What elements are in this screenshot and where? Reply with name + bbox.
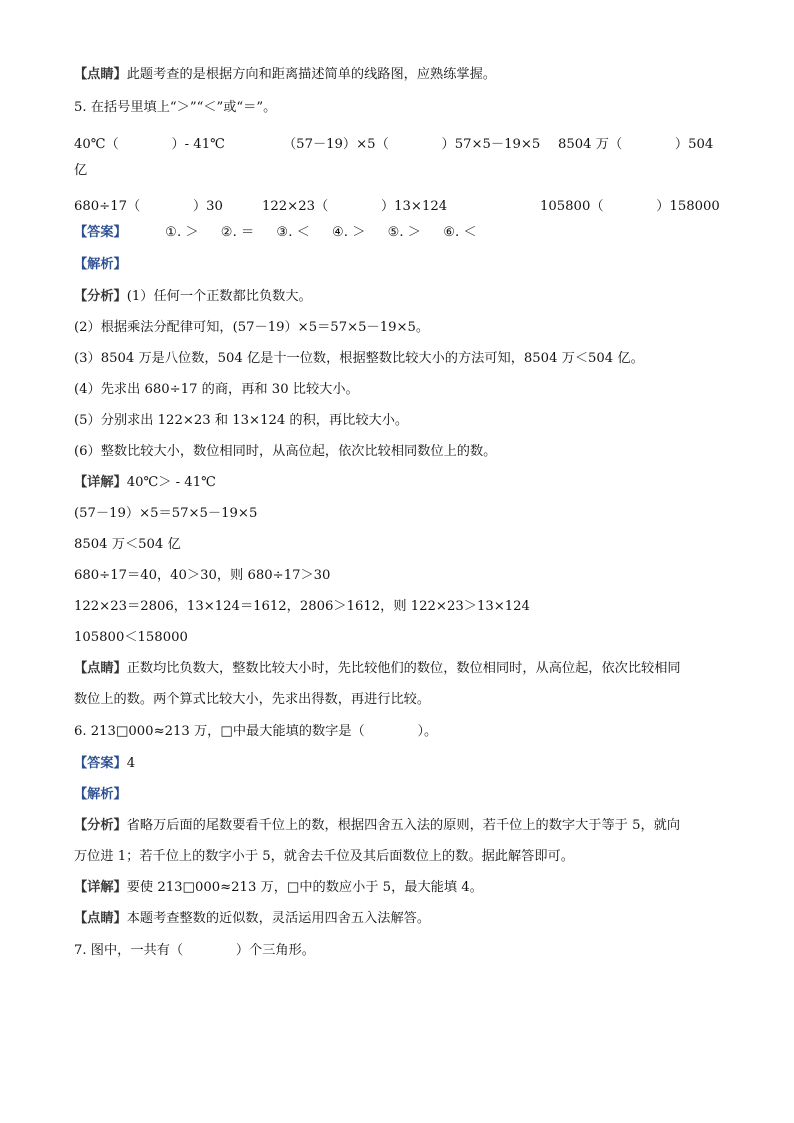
q5-title: 5. 在括号里填上“＞”“＜”或“＝”。 — [74, 100, 277, 115]
point-text: 此题考查的是根据方向和距离描述简单的线路图，应熟练掌握。 — [126, 67, 496, 82]
q6-analysis-label: 【解析】 — [74, 787, 127, 802]
q5-detail-1 — [74, 476, 216, 489]
q5-item-5: 122×23（ ）13×124 — [262, 199, 448, 214]
fenxi-text: (1）任何一个正数都比负数大。 — [126, 289, 312, 304]
q6-point — [74, 912, 430, 925]
q6-detail — [74, 881, 483, 894]
q5-item-2: （57－19）×5（ ）57×5－19×5 — [283, 137, 541, 152]
q5-detail-3: 8504 万＜504 亿 — [74, 537, 181, 552]
q5-detail-2: (57－19）×5＝57×5－19×5 — [74, 506, 258, 521]
q5-point-2: 数位上的数。两个算式比较大小，先求出得数，再进行比较。 — [74, 692, 431, 707]
q6-fenxi-1 — [74, 819, 680, 832]
q5-point-1 — [74, 662, 681, 675]
point-label: 【点睛】 — [74, 911, 127, 926]
q6-answer-line — [74, 757, 135, 770]
answer-label: 【答案】 — [74, 225, 127, 240]
q5-detail-4: 680÷17＝40，40＞30，则 680÷17＞30 — [74, 568, 331, 583]
q5-fenxi-1 — [74, 290, 312, 303]
q5-fenxi-4: (4）先求出 680÷17 的商，再和 30 比较大小。 — [74, 382, 359, 397]
detail-text: 要使 213□000≈213 万，□中的数应小于 5，最大能填 4。 — [126, 880, 483, 895]
answer-1: ①. ＞ — [165, 225, 199, 240]
q5-row1-cont: 亿 — [74, 163, 88, 178]
q5-fenxi-6: (6）整数比较大小，数位相同时，从高位起，依次比较相同数位上的数。 — [74, 444, 497, 459]
q5-detail-6: 105800＜158000 — [74, 630, 188, 645]
q5-fenxi-2: (2）根据乘法分配律可知，(57－19）×5＝57×5－19×5。 — [74, 320, 430, 335]
q5-item-3: 8504 万（ ）504 — [558, 137, 714, 152]
answer-6: ⑥. ＜ — [443, 225, 477, 240]
point-label: 【点睛】 — [74, 67, 127, 82]
answer-label: 【答案】 — [74, 756, 127, 771]
fenxi-label: 【分析】 — [74, 289, 127, 304]
q5-fenxi-5: (5）分别求出 122×23 和 13×124 的积，再比较大小。 — [74, 413, 409, 428]
q7-title: 7. 图中，一共有（ ）个三角形。 — [74, 943, 315, 958]
q4-point-line — [74, 68, 496, 81]
q5-item-1: 40℃（ ）- 41℃ — [74, 137, 225, 152]
detail-label: 【详解】 — [74, 880, 127, 895]
q5-item-4: 680÷17（ ）30 — [74, 199, 223, 214]
answer-5: ⑤. ＞ — [387, 225, 421, 240]
q6-title: 6. 213□000≈213 万，□中最大能填的数字是（ ）。 — [74, 724, 438, 739]
q5-analysis-label: 【解析】 — [74, 257, 127, 272]
q5-detail-5: 122×23＝2806，13×124＝1612，2806＞1612，则 122×23＞13×124 — [74, 599, 530, 614]
answer-4: ④. ＞ — [331, 225, 366, 240]
detail-label: 【详解】 — [74, 475, 127, 490]
detail-text: 40℃＞ - 41℃ — [126, 475, 216, 490]
q6-answer: 4 — [126, 756, 136, 771]
fenxi-label: 【分析】 — [74, 818, 127, 833]
q5-answer-line — [74, 226, 495, 239]
q5-item-6: 105800（ ）158000 — [540, 199, 720, 214]
q6-fenxi-2: 万位进 1；若千位上的数字小于 5，就舍去千位及其后面数位上的数。据此解答即可。 — [74, 849, 574, 864]
q5-fenxi-3: (3）8504 万是八位数，504 亿是十一位数，根据整数比较大小的方法可知，8504 万＜504 亿。 — [74, 351, 644, 366]
fenxi-text: 省略万后面的尾数要看千位上的数，根据四舍五入法的原则，若千位上的数字大于等于 5，就向 — [126, 818, 681, 833]
answer-3: ③. ＜ — [276, 225, 310, 240]
point-text: 正数均比负数大，整数比较大小时，先比较他们的数位，数位相同时，从高位起，依次比较相同 — [126, 661, 681, 676]
point-label: 【点睛】 — [74, 661, 127, 676]
answer-2: ②. ＝ — [220, 225, 255, 240]
point-text: 本题考查整数的近似数，灵活运用四舍五入法解答。 — [126, 911, 431, 926]
